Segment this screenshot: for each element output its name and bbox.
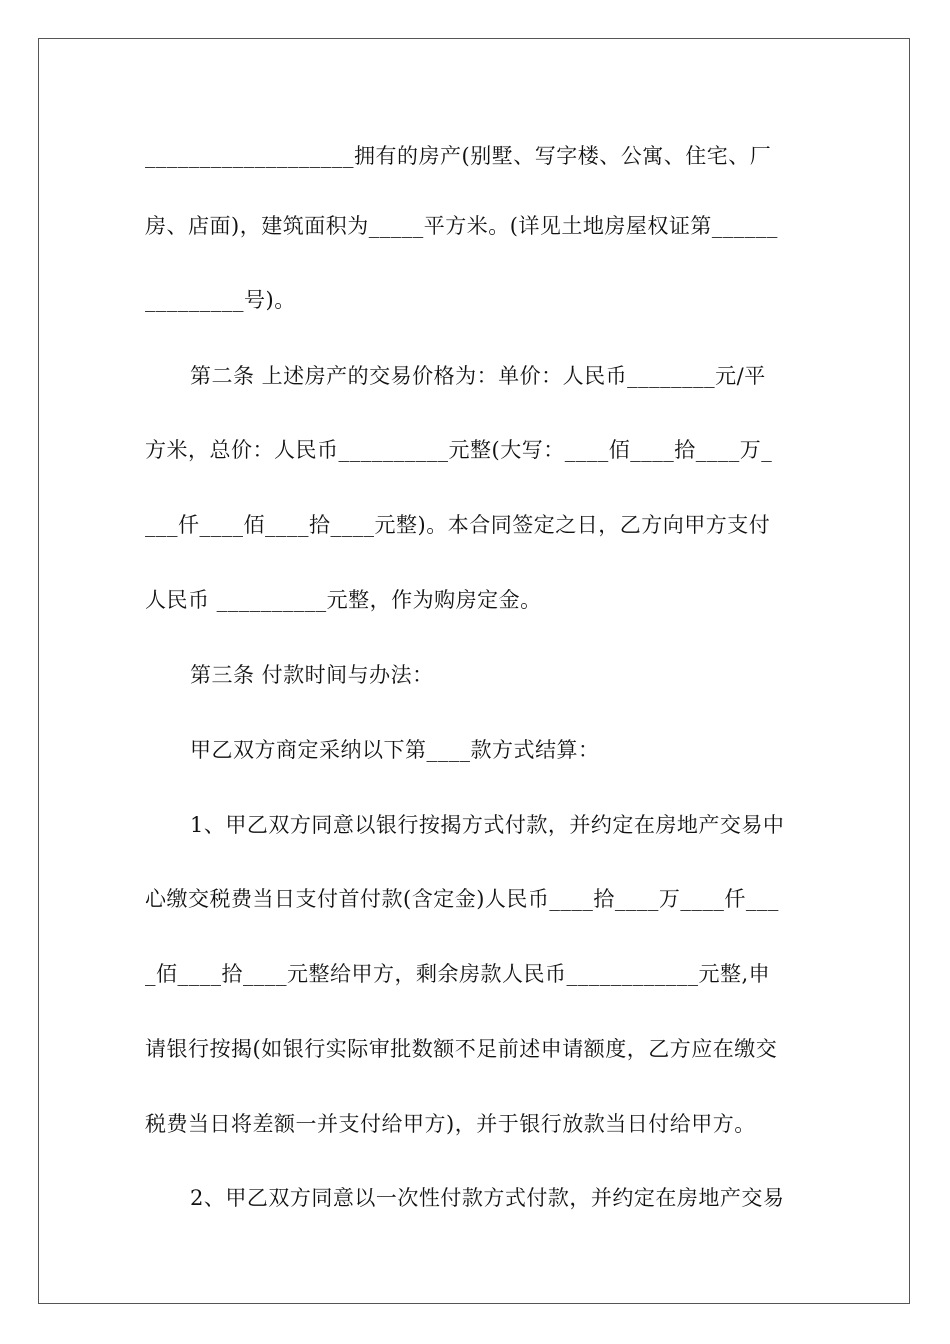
- article-3-heading: 第三条 付款时间与办法：: [190, 663, 434, 687]
- text-line-6: ___仟____佰____拾____元整)。本合同签定之日，乙方向甲方支付: [145, 513, 771, 537]
- text-line-1: ___________________拥有的房产(别墅、写字楼、公寓、住宅、厂: [145, 144, 772, 168]
- option-1-line: 1、甲乙双方同意以银行按揭方式付款，并约定在房地产交易中: [190, 813, 785, 837]
- text-line-13: 请银行按揭(如银行实际审批数额不足前述申请额度，乙方应在缴交: [145, 1037, 778, 1061]
- text-line-12: _佰____拾____元整给甲方，剩余房款人民币____________元整,申: [145, 962, 771, 986]
- text-line-7: 人民币 __________元整，作为购房定金。: [145, 588, 542, 612]
- text-line-3: _________号)。: [145, 288, 296, 312]
- text-line-14: 税费当日将差额一并支付给甲方)，并于银行放款当日付给甲方。: [145, 1112, 756, 1136]
- text-line-5: 方米，总价：人民币__________元整(大写：____佰____拾____万_: [145, 438, 773, 462]
- text-line-2: 房、店面)，建筑面积为_____平方米。(详见土地房屋权证第______: [145, 214, 778, 238]
- article-2-heading-line: 第二条 上述房产的交易价格为：单价：人民币________元/平: [190, 364, 766, 388]
- option-2-line: 2、甲乙双方同意以一次性付款方式付款，并约定在房地产交易: [190, 1186, 785, 1210]
- text-line-11: 心缴交税费当日支付首付款(含定金)人民币____拾____万____仟___: [145, 887, 779, 911]
- payment-method-line: 甲乙双方商定采纳以下第____款方式结算：: [190, 738, 600, 762]
